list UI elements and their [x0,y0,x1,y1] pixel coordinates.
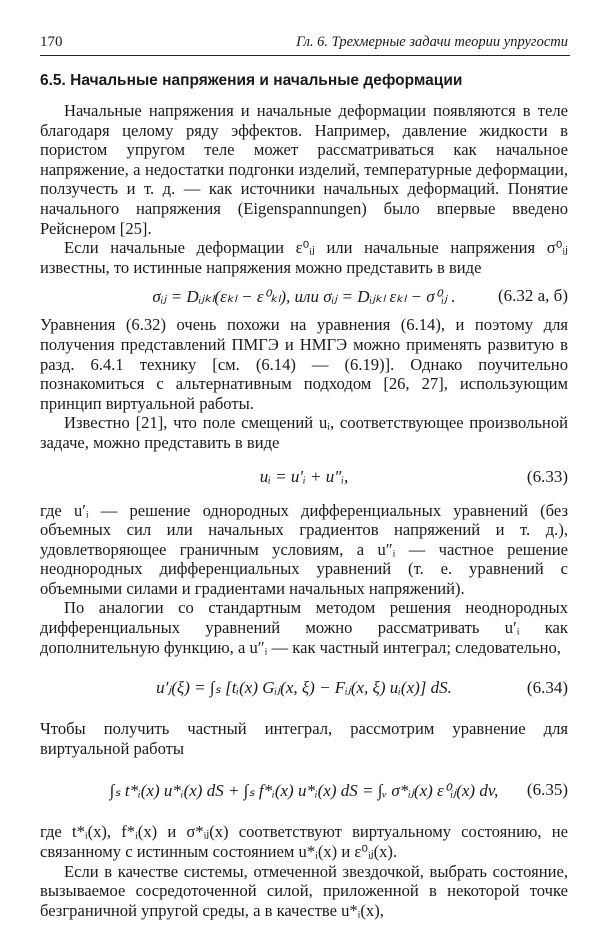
paragraph-6: По аналогии со стандартным методом решения неоднородных дифференциальных уравнений можно рассматривать u′ᵢ как дополнительную функцию, а u″ᵢ — как частный интеграл; следовательно, [40,598,568,657]
equation-6-35-body: ∫ₛ t*ᵢ(x) u*ᵢ(x) dS + ∫ₛ f*ᵢ(x) u*ᵢ(x) dS = ∫ᵥ σ*ᵢⱼ(x) ε⁰ᵢⱼ(x) dv, [109,780,499,800]
paragraph-7: Чтобы получить частный интеграл, рассмотрим уравнение для виртуальной работы [40,719,568,758]
paragraph-1: Начальные напряжения и начальные деформации появляются в теле благодаря целому ряду эффектов. Например, давление жидкости в пористом упругом теле может рассматриваться как начальное напряжение, а недостатки подгонки изделий, температурные деформации, ползучесть и т. д. — как источники начальных деформаций. Понятие начального напряжения (Eigenspannungen) было впервые введено Рейснером [25]. [40,101,568,238]
equation-6-34 [40,657,568,719]
paragraph-8: где t*ᵢ(x), f*ᵢ(x) и σ*ᵢⱼ(x) соответствуют виртуальному состоянию, не связанному с истинным состоянием u*ᵢ(x) и ε⁰ᵢⱼ(x). [40,822,568,862]
equation-6-35 [40,758,568,822]
paragraph-3: Уравнения (6.32) очень похожи на уравнения (6.14), и поэтому для получения представлений ПМГЭ и НМГЭ можно применять развитую в разд. 6.4.1 технику [см. (6.14) — (6.19)]. Однако поучительно познакомиться с альтернативным подходом [26, 27], использующим принцип виртуальной работы. [40,315,568,413]
page-number: 170 [40,34,63,50]
equation-6-34-number: (6.34) [526,678,568,698]
equation-6-33 [40,453,568,501]
paragraph-2: Если начальные деформации ε⁰ᵢⱼ или начальные напряжения σ⁰ᵢⱼ известны, то истинные напряжения можно представить в виде [40,238,568,277]
paragraph-5: где u′ᵢ — решение однородных дифференциальных уравнений (без объемных сил или начальных градиентов напряжений и т. д.), удовлетворяющее граничным условиям, а u″ᵢ — частное решение неоднородных дифференциальных уравнений (т. е. уравнений с объемными силами и градиентами начальных напряжений). [40,500,568,598]
equation-6-35-number: (6.35) [526,780,568,800]
header-rule [40,55,570,56]
section-title: 6.5. Начальные напряжения и начальные деформации [40,72,463,89]
equation-6-34-body: u′ⱼ(ξ) = ∫ₛ [tᵢ(x) Gᵢⱼ(x, ξ) − Fᵢⱼ(x, ξ) uᵢ(x)] dS. [156,678,452,698]
equation-6-32 [40,277,568,315]
running-title: Гл. 6. Трехмерные задачи теории упругости [296,34,568,50]
equation-6-33-body: uᵢ = u′ᵢ + u″ᵢ, [259,466,349,486]
paragraph-4: Известно [21], что поле смещений uᵢ, соответствующее произвольной задаче, можно представить в виде [40,413,568,452]
paragraph-9: Если в качестве системы, отмеченной звездочкой, выбрать состояние, вызываемое сосредоточенной силой, приложенной в некоторой точке безграничной упругой среды, а в качестве u*ᵢ(x), [40,861,568,920]
equation-6-32-body: σᵢⱼ = Dᵢⱼₖₗ(εₖₗ − ε⁰ₖₗ), или σᵢⱼ = Dᵢⱼₖₗ εₖₗ − σ⁰ᵢⱼ . [152,286,456,306]
equation-6-32-number: (6.32 а, б) [497,286,568,306]
equation-6-33-number: (6.33) [526,466,568,486]
body-text [40,101,568,920]
